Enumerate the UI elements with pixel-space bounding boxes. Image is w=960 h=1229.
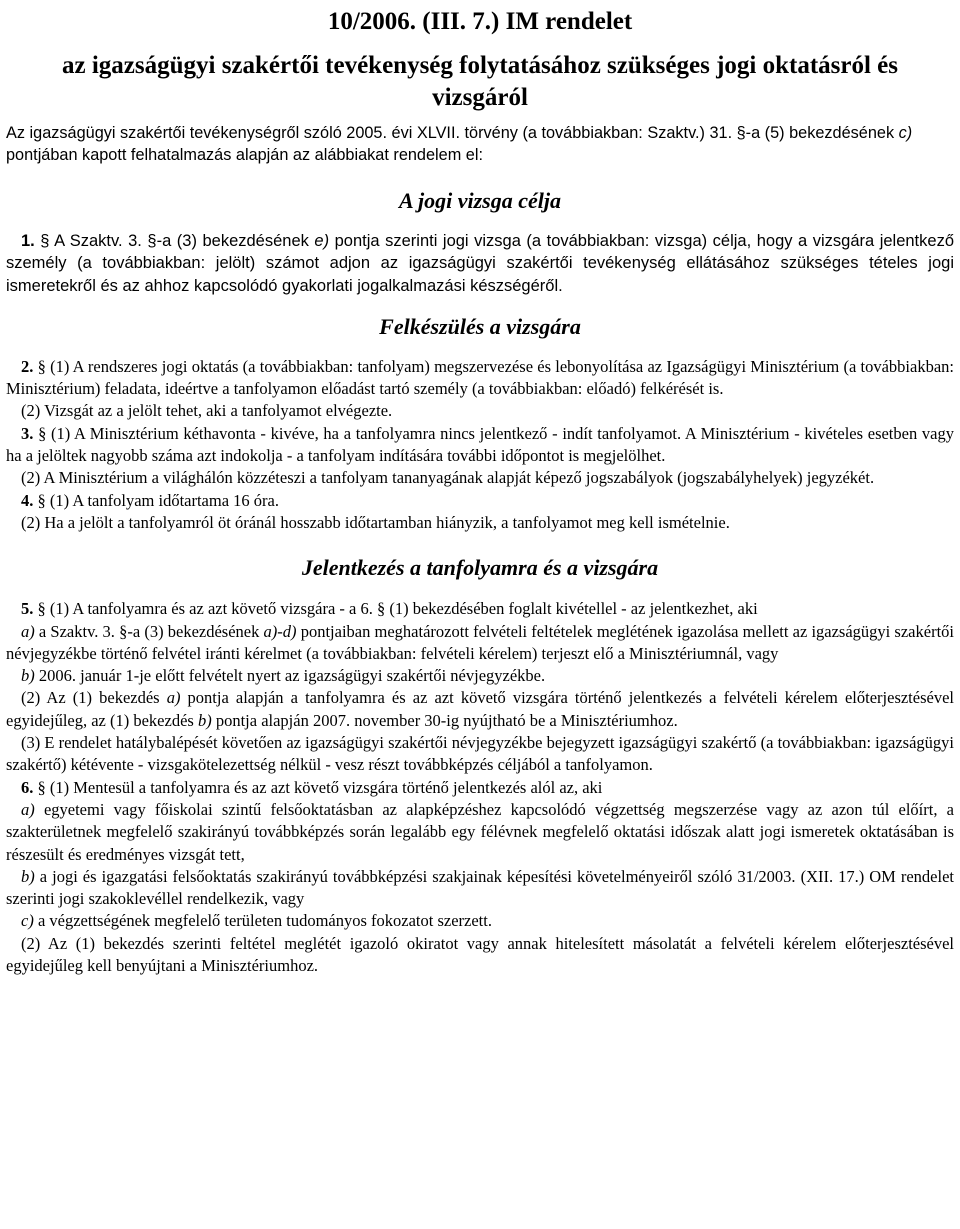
paragraph-number: 6. <box>21 777 34 797</box>
paragraph-2 <box>6 356 954 401</box>
paragraph-1 <box>6 230 954 297</box>
section-heading-exam-purpose: A jogi vizsga célja <box>399 188 561 213</box>
paragraph-6-point-c <box>6 910 954 932</box>
paragraph-text: § (1) A Minisztérium kéthavonta - kivéve, ha a tanfolyamra nincs jelentkező - indít tanfolyamot. A Minisztérium - kivételes esetben vagy ha a jelöltek nagyobb száma azt indokolja - a tanfolyam indítására további időpontot is megjelölhet. <box>6 423 954 466</box>
preamble-text-1: Az igazságügyi szakértői tevékenységről szóló 2005. évi XLVII. törvény (a továbbiakban: Szaktv.) 31. §-a (5) bekezdésének <box>6 124 899 142</box>
point-text: 2006. január 1-je előtt felvételt nyert az igazságügyi szakértői névjegyzékbe. <box>34 666 546 686</box>
document-subtitle <box>6 50 954 114</box>
point-text: a Szaktv. 3. §-a (3) bekezdésének <box>34 621 264 641</box>
paragraph-6-subsection-2: (2) Az (1) bekezdés szerinti feltétel meglétét igazoló okiratot vagy annak hitelesített másolatát a felvételi kérelem előterjesztésével egyidejűleg kell benyújtani a Minisztériumhoz. <box>6 933 954 976</box>
document-subtitle-line-2: vizsgáról <box>432 84 528 111</box>
point-ref-a: a) <box>166 688 181 708</box>
paragraph-6 <box>6 777 954 799</box>
preamble-text-2: pontjában kapott felhatalmazás alapján az alábbiakat rendelem el: <box>6 146 483 164</box>
paragraph-text: § (1) Mentesül a tanfolyamra és az azt követő vizsgára történő jelentkezés alól az, aki <box>33 777 603 797</box>
preamble <box>6 122 954 166</box>
paragraph-2-subsection-2: (2) Vizsgát az a jelölt tehet, aki a tanfolyamot elvégezte. <box>21 401 393 421</box>
document-title: 10/2006. (III. 7.) IM rendelet <box>327 8 633 35</box>
document-subtitle-line-1: az igazságügyi szakértői tevékenység folytatásához szükséges jogi oktatásról és <box>61 52 898 79</box>
paragraph-text: § (1) A rendszeres jogi oktatás (a továbbiakban: tanfolyam) megszervezése és lebonyolítása az Igazságügyi Minisztérium (a továbbiakban: Minisztérium) feladata, ideértve a tanfolyamon előadást tartó személy (a továbbiakban: előadó) felkérését is. <box>6 356 954 399</box>
paragraph-5 <box>6 598 954 620</box>
point-label: c) <box>21 911 34 931</box>
subsection-text: pontja alapján a tanfolyamra és az azt követő vizsgára történő jelentkezés a felvételi kérelem előterjesztésével egyidejűleg, az (1) bekezdés <box>6 688 954 730</box>
paragraph-number: 1. <box>21 232 35 250</box>
paragraph-text: § (1) A tanfolyam időtartama 16 óra. <box>33 490 279 510</box>
point-label: b) <box>21 666 35 686</box>
point-label: a) <box>21 621 35 641</box>
paragraph-number: 5. <box>21 599 34 619</box>
point-label: a) <box>21 799 35 819</box>
preamble-point-c: c) <box>898 124 913 142</box>
point-text: egyetemi vagy főiskolai szintű felsőoktatásban az alapképzéshez kapcsolódó végzettség megszerzése vagy az azon túl előírt, a szakterületnek megfelelő szakirányú továbbképzés során legalább egy félévnek megfelelő oktatási időszak alatt jogi ismeretek oktatásában is részesült és eredményes vizsgát tett, <box>6 799 954 864</box>
section-heading-registration: Jelentkezés a tanfolyamra és a vizsgára <box>301 555 659 581</box>
point-range-a-d: a)-d) <box>263 621 297 641</box>
paragraph-5-point-a <box>6 621 954 666</box>
paragraph-number: 2. <box>21 356 34 376</box>
subsection-text: pontja alapján 2007. november 30-ig nyújtható be a Minisztériumhoz. <box>211 710 678 730</box>
paragraph-text: pontja szerinti jogi vizsga (a továbbiakban: vizsga) célja, hogy a vizsgára jelentkező személy (a továbbiakban: jelölt) számot adjon az igazságügyi szakértői tevékenység ellátásához szükséges tételes jogi ismeretekről és az ahhoz kapcsolódó gyakorlati jogalkalmazási készségéről. <box>6 232 954 295</box>
point-text: a jogi és igazgatási felsőoktatás szakirányú továbbképzési szakjainak képesítési követelményeiről szóló 31/2003. (XII. 17.) OM rendelet szerinti jogi szakoklevéllel rendelkezik, vagy <box>6 866 954 909</box>
paragraph-4 <box>6 490 954 512</box>
paragraph-3-subsection-2: (2) A Minisztérium a világhálón közzéteszi a tanfolyam tananyagának alapját képező jogszabályok (jogszabályhelyek) jegyzékét. <box>21 468 875 488</box>
point-text: a végzettségének megfelelő területen tudományos fokozatot szerzett. <box>33 911 492 931</box>
subsection-text: (2) Az (1) bekezdés <box>21 688 167 708</box>
section-heading-preparation: Felkészülés a vizsgára <box>379 313 581 339</box>
paragraph-4-subsection-2: (2) Ha a jelölt a tanfolyamról öt óránál hosszabb időtartamban hiányzik, a tanfolyamot meg kell ismételnie. <box>21 512 730 532</box>
paragraph-5-subsection-2 <box>6 687 954 732</box>
point-e: e) <box>314 232 330 250</box>
paragraph-5-point-b <box>6 665 954 687</box>
point-ref-b: b) <box>197 710 212 730</box>
paragraph-3 <box>6 423 954 468</box>
paragraph-text: § (1) A tanfolyamra és az azt követő vizsgára - a 6. § (1) bekezdésében foglalt kivétellel - az jelentkezhet, aki <box>33 599 758 619</box>
point-text: pontjaiban meghatározott felvételi feltételek meglétének igazolása mellett az igazságügyi szakértői névjegyzékbe történő felvétel iránti kérelmet (a továbbiakban: felvételi kérelem) terjeszt elő a Minisztériumnál, vagy <box>6 621 954 663</box>
paragraph-5-subsection-3: (3) E rendelet hatálybalépését követően az igazságügyi szakértői névjegyzékbe bejegyzett igazságügyi szakértő (a továbbiakban: igazságügyi szakértő) kétévente - vizsgakötelezettség nélkül - vesz részt továbbképzés céljából a tanfolyamon. <box>6 733 954 775</box>
paragraph-6-point-a <box>6 799 954 866</box>
paragraph-6-point-b <box>6 866 954 911</box>
paragraph-number: 4. <box>21 490 34 510</box>
paragraph-text: § A Szaktv. 3. §-a (3) bekezdésének <box>34 232 315 250</box>
point-label: b) <box>21 866 35 886</box>
paragraph-number: 3. <box>21 423 34 443</box>
